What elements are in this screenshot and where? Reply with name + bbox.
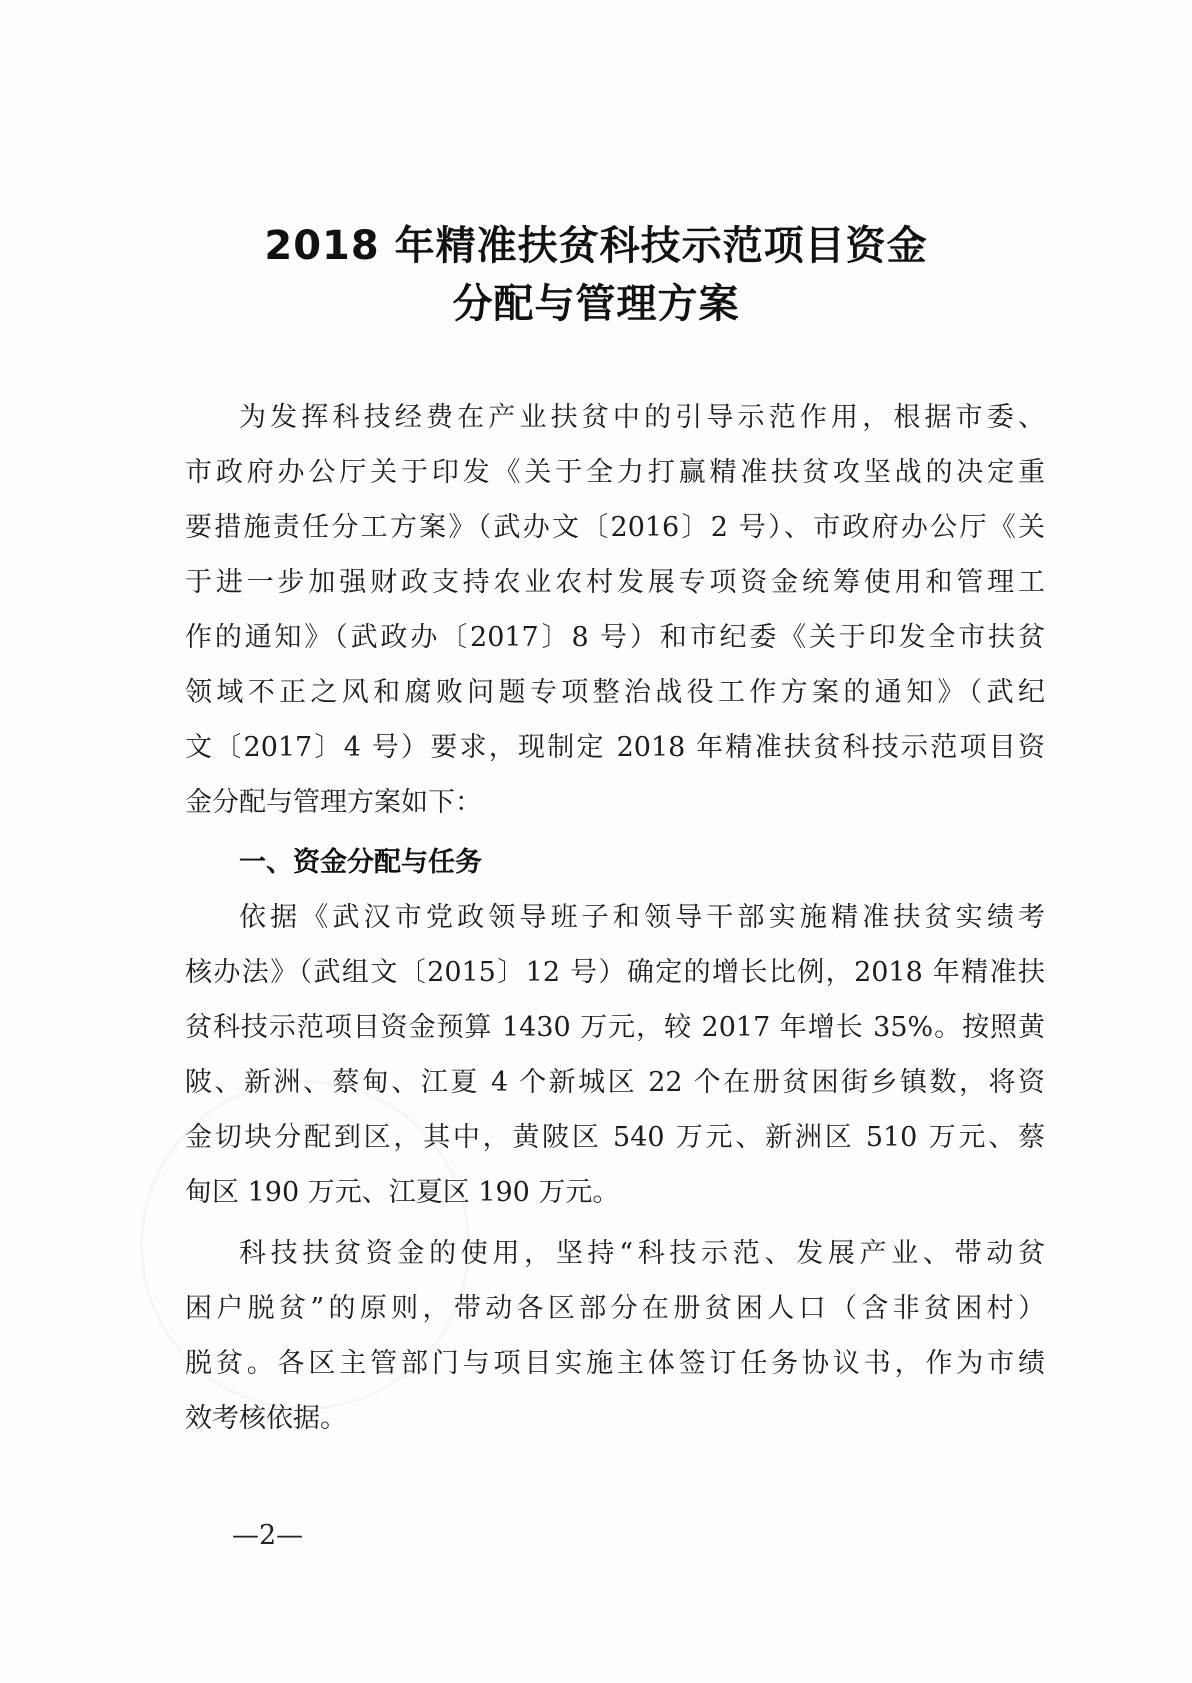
text-line: 领域不正之风和腐败问题专项整治战役工作方案的通知》（武纪: [185, 677, 1045, 708]
text-line: 核办法》（武组文〔2015〕12 号）确定的增长比例，2018 年精准扶: [185, 957, 1045, 988]
text-line: 作的通知》（武政办〔2017〕8 号）和市纪委《关于印发全市扶贫: [185, 622, 1045, 653]
text-line: 要措施责任分工方案》（武办文〔2016〕2 号）、市政府办公厅《关: [185, 512, 1045, 543]
text-line: 依据《武汉市党政领导班子和领导干部实施精准扶贫实绩考: [239, 902, 1045, 933]
allocation-paragraph: [185, 890, 1045, 1220]
text-line: 科技扶贫资金的使用，坚持“科技示范、发展产业、带动贫: [239, 1238, 1045, 1269]
document-title-line-2: 分配与管理方案: [452, 281, 740, 327]
text-line: 于进一步加强财政支持农业农村发展专项资金统筹使用和管理工: [185, 567, 1045, 598]
text-line: 金切块分配到区，其中，黄陂区 540 万元、新洲区 510 万元、蔡: [185, 1122, 1045, 1153]
text-line: 效考核依据。: [185, 1403, 347, 1434]
text-line: 贫科技示范项目资金预算 1430 万元，较 2017 年增长 35%。按照黄: [185, 1012, 1045, 1043]
text-line: 市政府办公厅关于印发《关于全力打赢精准扶贫攻坚战的决定重: [185, 457, 1045, 488]
intro-paragraph: [185, 390, 1045, 830]
text-line: 脱贫。各区主管部门与项目实施主体签订任务协议书，作为市绩: [185, 1348, 1045, 1379]
text-line: 文〔2017〕4 号）要求，现制定 2018 年精准扶贫科技示范项目资: [185, 732, 1045, 763]
text-line: 陂、新洲、蔡甸、江夏 4 个新城区 22 个在册贫困街乡镇数，将资: [185, 1067, 1045, 1098]
page-number: —2—: [232, 1520, 304, 1551]
usage-paragraph: [185, 1226, 1045, 1446]
text-line: 为发挥科技经费在产业扶贫中的引导示范作用，根据市委、: [239, 402, 1045, 433]
document-title-line-1: 2018 年精准扶贫科技示范项目资金: [264, 223, 928, 269]
text-line: 金分配与管理方案如下：: [185, 787, 482, 818]
text-line: 困户脱贫”的原则，带动各区部分在册贫困人口（含非贫困村）: [185, 1293, 1045, 1324]
section-heading: 一、资金分配与任务: [239, 847, 482, 878]
text-line: 甸区 190 万元、江夏区 190 万元。: [185, 1177, 620, 1208]
